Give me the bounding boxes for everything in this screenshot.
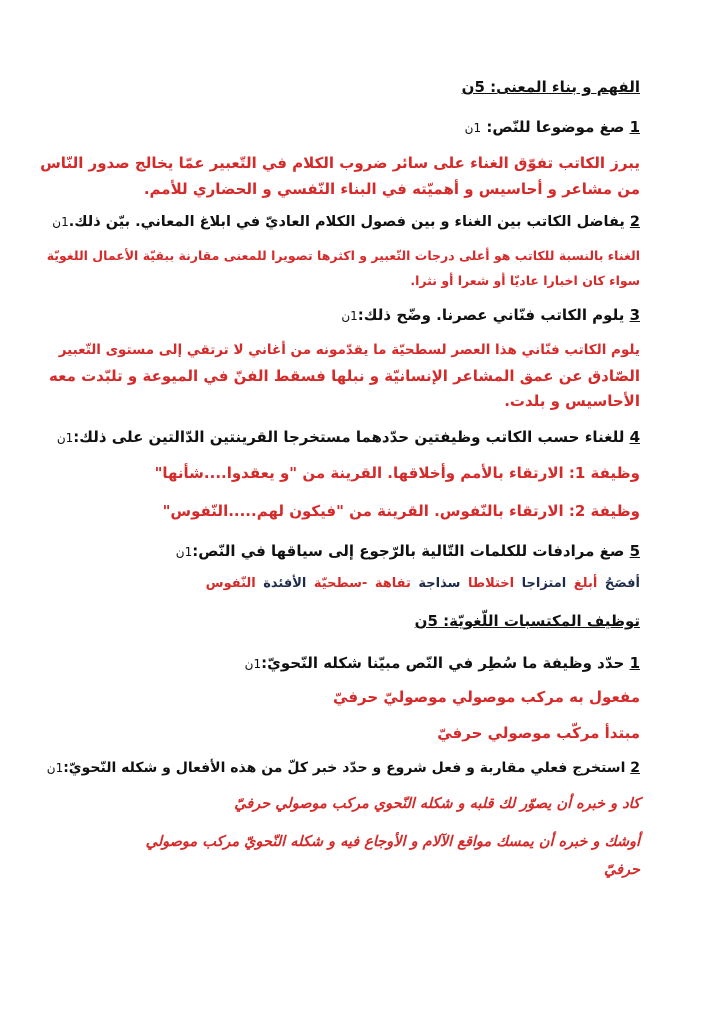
question-2-1 bbox=[245, 654, 640, 672]
question-text: للغناء حسب الكاتب وظيفتين حدّدهما مستخرجا القرينتين الدّالتين على ذلك: bbox=[73, 428, 630, 446]
answer-2-line-1: الغناء بالنسبة للكاتب هو أعلى درجات التّعبير و اكثرها تصويرا للمعنى مقارنة ببقيّة الأعمال اللغويّة bbox=[46, 248, 640, 263]
question-text: حدّد وظيفة ما سُطِر في النّص مبيّنا شكله النّحويّ: bbox=[261, 654, 630, 672]
vocab-word: سذاجة bbox=[418, 576, 461, 591]
answer-2-1-line-2: مبتدأ مركّب موصولي حرفيّ bbox=[437, 724, 640, 742]
question-number: 1 bbox=[629, 654, 640, 672]
question-points: 1ن bbox=[464, 121, 482, 135]
question-points: 1ن bbox=[52, 215, 69, 229]
vocab-synonym: تفاهة bbox=[374, 576, 411, 591]
answer-1-line-2: من مشاعر و أحاسيس و أهميّته في البناء النّفسي و الحضاري للأمم. bbox=[143, 180, 640, 198]
question-text: استخرج فعلي مقاربة و فعل شروع و حدّد خبر كلّ من هذه الأفعال و شكله النّحويّ: bbox=[63, 760, 631, 776]
question-4 bbox=[57, 428, 640, 446]
question-number: 4 bbox=[629, 428, 640, 446]
answer-3-line-1: يلوم الكاتب فنّاني هذا العصر لسطحيّة ما يقدّمونه من أغاني لا ترتقي إلى مستوى التّعبير bbox=[58, 342, 640, 358]
section-heading-comprehension: الفهم و بناء المعنى: 5ن bbox=[461, 78, 640, 96]
question-points: 1ن bbox=[341, 309, 358, 323]
question-text: يفاضل الكاتب بين الغناء و بين فصول الكلام العاديّ في ابلاغ المعاني. بيّن ذلك. bbox=[68, 214, 630, 230]
question-points: 1ن bbox=[244, 657, 262, 671]
question-points: 1ن bbox=[175, 545, 193, 559]
vocab-word: أفصَحُ bbox=[604, 576, 640, 591]
question-2 bbox=[52, 214, 640, 230]
vocab-word: الأفئدة bbox=[263, 576, 307, 591]
vocab-word: -سطحيّة bbox=[313, 576, 368, 591]
answer-2-2-line-1: كاد و خبره أن يصوّر لك قلبه و شكله النّحوي مركب موصولي حرفيّ bbox=[234, 796, 640, 812]
vocab-synonym: اختلاطا bbox=[467, 576, 515, 591]
answer-4-line-1: وظيفة 1: الارتقاء بالأمم وأخلاقها. القرينة من "و يعقدوا....شأنها" bbox=[154, 464, 640, 482]
answer-2-2-line-2: أوشك و خبره أن يمسك مواقع الآلام و الأوجاع فيه و شكله النّحويّ مركب موصولي bbox=[145, 834, 640, 850]
vocab-word: امتزاجا bbox=[521, 576, 567, 591]
answer-1-line-1: يبرز الكاتب تفوّق الغناء على سائر ضروب الكلام في التّعبير عمّا يخالج صدور النّاس bbox=[40, 154, 640, 172]
question-2-2 bbox=[47, 760, 640, 776]
question-3 bbox=[341, 306, 640, 324]
question-points: 1ن bbox=[46, 761, 64, 775]
question-number: 2 bbox=[629, 214, 640, 230]
question-number: 5 bbox=[629, 542, 640, 560]
vocabulary-answers bbox=[203, 576, 640, 591]
question-5 bbox=[176, 542, 640, 560]
question-1 bbox=[465, 118, 640, 136]
question-text: صغ مرادفات للكلمات التّالية بالرّجوع إلى سياقها في النّص: bbox=[192, 542, 630, 560]
question-number: 2 bbox=[630, 760, 640, 776]
answer-2-line-2: سواء كان اخبارا عاديّا أو شعرا أو نثرا. bbox=[410, 273, 640, 288]
answer-2-2-line-3: حرفيّ bbox=[604, 862, 640, 878]
question-text: صغ موضوعا للنّص: bbox=[481, 118, 630, 136]
answer-3-line-3: الأحاسيس و بلدت. bbox=[504, 392, 640, 410]
vocab-synonym: النّفوس bbox=[205, 576, 256, 591]
question-number: 1 bbox=[629, 118, 640, 136]
answer-3-line-2: الصّادق عن عمق المشاعر الإنسانيّة و نبلها فسقط الفنّ في الميوعة و تلبّدت معه bbox=[49, 367, 640, 385]
vocab-synonym: أبلغ bbox=[573, 576, 598, 591]
answer-4-line-2: وظيفة 2: الارتقاء بالنّفوس. القرينة من "فيكون لهم.....النّفوس" bbox=[162, 502, 640, 520]
question-number: 3 bbox=[629, 306, 640, 324]
question-text: يلوم الكاتب فنّاني عصرنا. وضّح ذلك: bbox=[357, 306, 630, 324]
question-points: 1ن bbox=[56, 431, 74, 445]
answer-2-1-line-1: مفعول به مركب موصولي موصوليّ حرفيّ bbox=[333, 688, 640, 706]
section-heading-language: توظيف المكتسبات اللّغويّة: 5ن bbox=[414, 612, 640, 630]
